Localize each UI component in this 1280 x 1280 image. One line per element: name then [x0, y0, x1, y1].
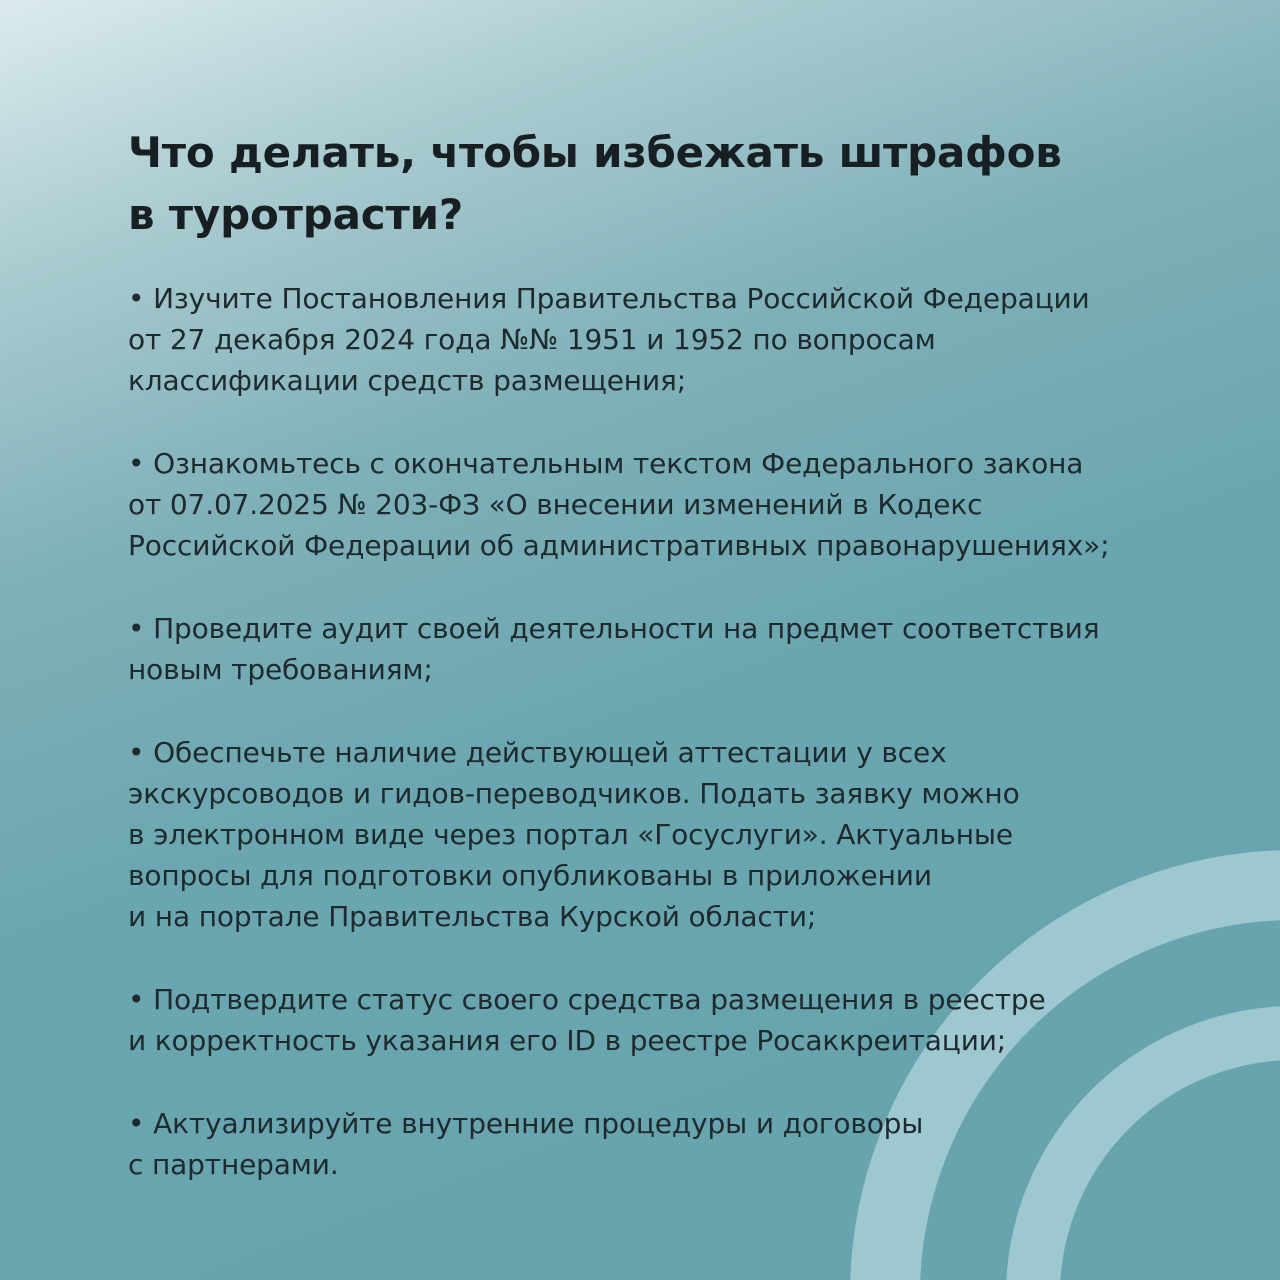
item-line: • Изучите Постановления Правительства Российской Федерации	[128, 282, 1090, 315]
item-line: и корректность указания его ID в реестре Росаккреитации;	[128, 1024, 1007, 1057]
item-line: от 07.07.2025 № 203-ФЗ «О внесении изменений в Кодекс	[128, 488, 983, 521]
title-line: Что делать, чтобы избежать штрафов	[128, 128, 1062, 177]
list-item	[128, 1103, 1228, 1185]
item-line: • Обеспечьте наличие действующей аттестации у всех	[128, 736, 947, 769]
item-line: с партнерами.	[128, 1148, 339, 1181]
item-line: и на портале Правительства Курской области;	[128, 900, 817, 933]
item-line: экскурсоводов и гидов-переводчиков. Подать заявку можно	[128, 777, 1020, 810]
list-item	[128, 443, 1228, 566]
item-line: классификации средств размещения;	[128, 364, 686, 397]
list-item	[128, 608, 1228, 690]
item-line: в электронном виде через портал «Госуслуги». Актуальные	[128, 818, 1013, 851]
item-line: новым требованиям;	[128, 653, 433, 686]
page-title	[128, 122, 1128, 246]
item-line: • Актуализируйте внутренние процедуры и договоры	[128, 1107, 924, 1140]
item-line: • Ознакомьтесь с окончательным текстом Федерального закона	[128, 447, 1084, 480]
item-line: вопросы для подготовки опубликованы в приложении	[128, 859, 932, 892]
list-item	[128, 732, 1228, 937]
item-line: • Проведите аудит своей деятельности на предмет соответствия	[128, 612, 1100, 645]
list-item	[128, 979, 1228, 1061]
item-line: • Подтвердите статус своего средства размещения в реестре	[128, 983, 1046, 1016]
item-line: Российской Федерации об административных правонарушениях»;	[128, 529, 1110, 562]
recommendation-list	[128, 278, 1228, 1227]
list-item	[128, 278, 1228, 401]
title-line: в туротрасти?	[128, 190, 464, 239]
item-line: от 27 декабря 2024 года №№ 1951 и 1952 по вопросам	[128, 323, 936, 356]
